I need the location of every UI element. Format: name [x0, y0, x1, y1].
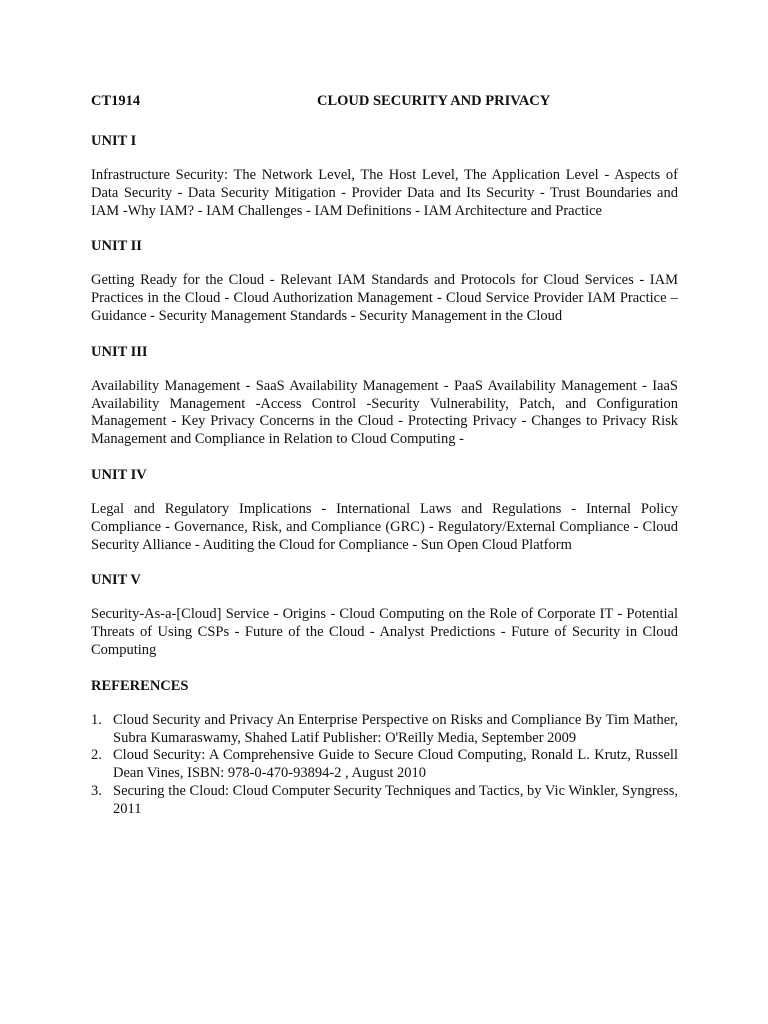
unit-4-section	[91, 466, 678, 554]
reference-number: 1.	[91, 711, 102, 728]
references-section	[91, 677, 678, 819]
course-code: CT1914	[91, 93, 141, 109]
syllabus-page	[91, 93, 678, 819]
unit-2-heading: UNIT II	[91, 238, 142, 255]
course-title: CLOUD SECURITY AND PRIVACY	[317, 93, 551, 109]
reference-text: Cloud Security: A Comprehensive Guide to Secure Cloud Computing, Ronald L. Krutz, Russell Dean Vines, ISBN: 978-0-470-93894-2 , August 2010	[113, 747, 678, 782]
reference-item	[91, 712, 678, 748]
reference-text: Securing the Cloud: Cloud Computer Security Techniques and Tactics, by Vic Winkler, Syngress, 2011	[113, 782, 678, 817]
references-list	[91, 712, 678, 819]
reference-item	[91, 747, 678, 783]
unit-3-heading: UNIT III	[91, 343, 148, 360]
unit-3-text: Availability Management - SaaS Availability Management - PaaS Availability Management - IaaS Availability Management -Access Control -Security Vulnerability, Patch, and Configuration Management - Key Privacy Concerns in the Cloud - Protecting Privacy - Changes to Privacy Risk Management and Compliance in Relation to Cloud Computing -	[91, 377, 678, 448]
document-header	[91, 93, 678, 115]
unit-5-text: Security-As-a-[Cloud] Service - Origins - Cloud Computing on the Role of Corporate IT - Potential Threats of Using CSPs - Future of the Cloud - Analyst Predictions - Future of Security in Cloud Computing	[91, 606, 678, 658]
unit-1-text: Infrastructure Security: The Network Level, The Host Level, The Application Level - Aspects of Data Security - Data Security Mitigation - Provider Data and Its Security - Trust Boundaries and IAM -Why IAM? - IAM Challenges - IAM Definitions - IAM Architecture and Practice	[91, 167, 678, 219]
unit-3-section	[91, 343, 678, 449]
unit-4-heading: UNIT IV	[91, 466, 147, 483]
reference-number: 3.	[91, 782, 102, 799]
unit-5-section	[91, 571, 678, 659]
references-heading: REFERENCES	[91, 677, 189, 694]
reference-number: 2.	[91, 747, 102, 764]
reference-text: Cloud Security and Privacy An Enterprise Perspective on Risks and Compliance By Tim Mather, Subra Kumaraswamy, Shahed Latif Publisher: O'Reilly Media, September 2009	[113, 711, 678, 746]
reference-item	[91, 783, 678, 819]
unit-4-text: Legal and Regulatory Implications - International Laws and Regulations - Internal Policy Compliance - Governance, Risk, and Compliance (GRC) - Regulatory/External Compliance - Cloud Security Alliance - Auditing the Cloud for Compliance - Sun Open Cloud Platform	[91, 500, 678, 553]
unit-1-section	[91, 132, 678, 220]
unit-2-text: Getting Ready for the Cloud - Relevant IAM Standards and Protocols for Cloud Services - IAM Practices in the Cloud - Cloud Authorization Management - Cloud Service Provider IAM Practice – Guidance - Security Management Standards - Security Management in the Cloud	[91, 272, 678, 324]
unit-1-heading: UNIT I	[91, 133, 137, 149]
unit-2-section	[91, 237, 678, 325]
unit-5-heading: UNIT V	[91, 572, 141, 589]
